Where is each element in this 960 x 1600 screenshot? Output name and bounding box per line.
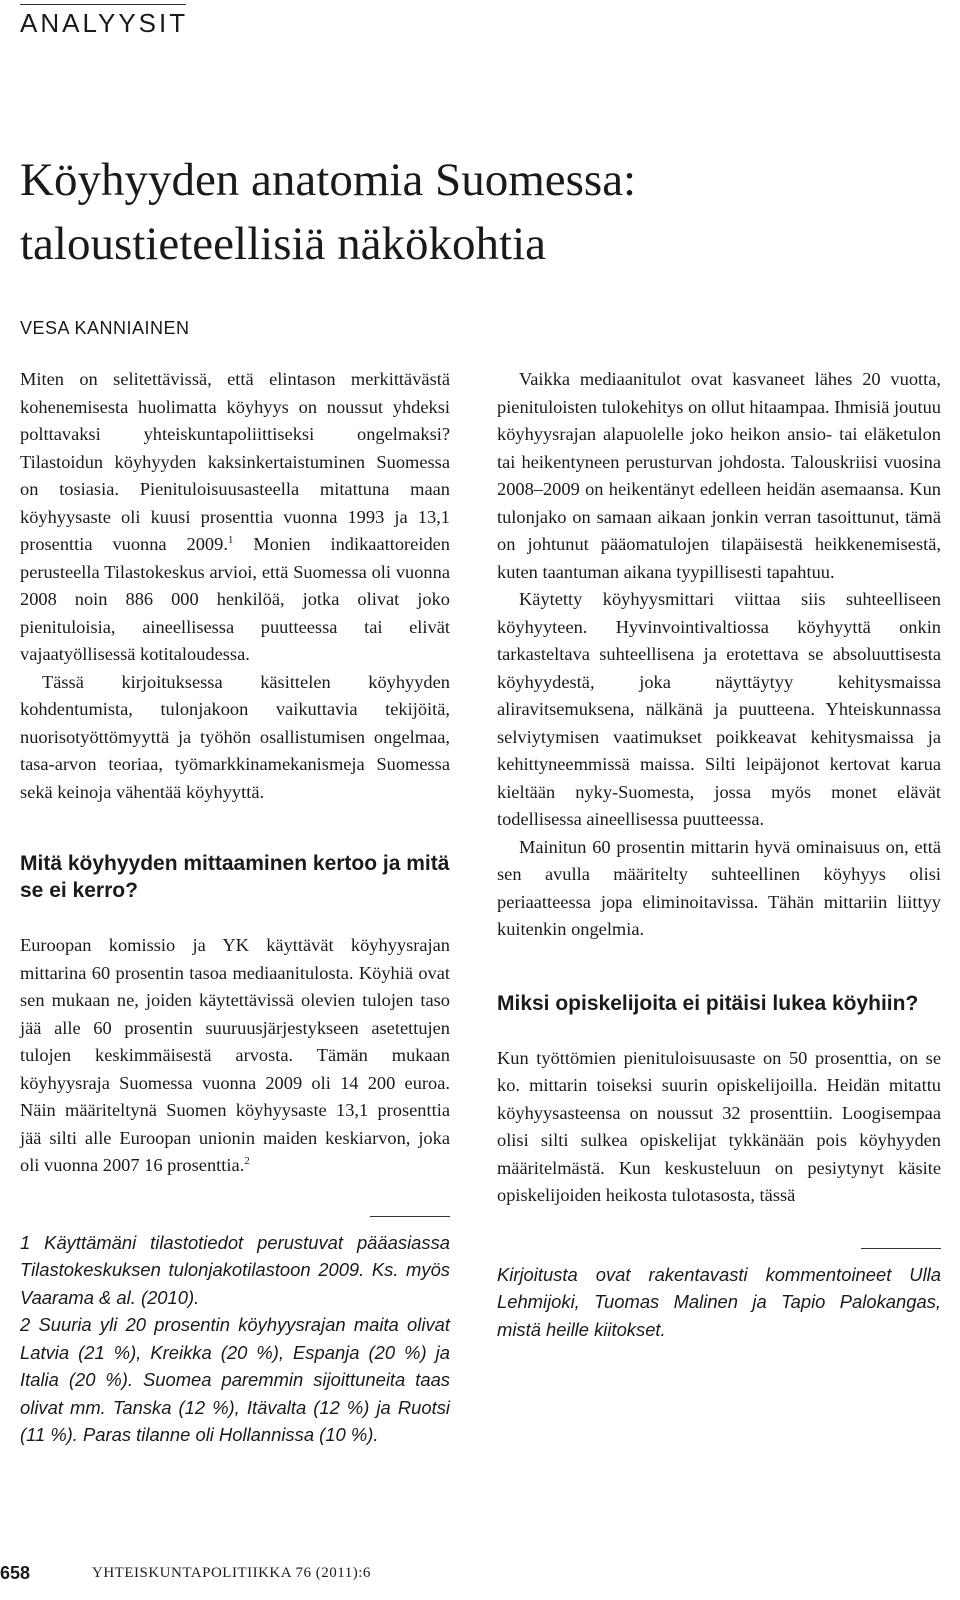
acknowledgement-note: Kirjoitusta ovat rakentavasti kommentoineet Ulla Lehmijoki, Tuomas Malinen ja Tapio Palokangas, mistä heille kiitokset. [497, 1263, 941, 1340]
income-paragraph: Vaikka mediaanitulot ovat kasvaneet lähes 20 vuotta, pienituloisten tulokehitys on ollut hitaampaa. Ihmisiä joutuu köyhyysrajan alapuolelle joko heikon ansio- tai eläketulon tai heikentyneen perusturvan johdosta. Talouskriisi vuosina 2008–2009 on heikentänyt edelleen heidän asemaansa. Kun tulonjako on samaan aikaan jonkin verran tasoittunut, tämä on johtunut pääomatulojen tilapäisestä heikkenemisestä, kuten taantuman aikana tyypillisesti tapahtuu. [497, 369, 941, 582]
footnote-rule [370, 1216, 450, 1217]
footnotes [20, 1216, 450, 1449]
relative-poverty-paragraph: Käytetty köyhyysmittari viittaa siis suhteelliseen köyhyyteen. Hyvinvointivaltiossa köyhyyttä onkin tarkasteltava suhteellisena ja erotettava se absoluuttisesta köyhyydestä, joka näyttäytyy kehitysmaissa aliravitsemuksena, nälkänä ja puutteena. Yhteiskunnassa selviytymisen vaatimukset poikkeavat kehitysmaissa ja kehittyneemmissä maissa. Silti leipäjonot kertovat karua kieltään nyky-Suomesta, jossa myös monet elävät todellisessa aineellisessa puutteessa. [497, 589, 941, 829]
acknowledgement-block [497, 1248, 941, 1344]
measurement-paragraph [20, 932, 450, 1180]
intro-paragraph [20, 366, 450, 669]
acknowledgement-rule [861, 1248, 941, 1249]
footnote-2: 2 Suuria yli 20 prosentin köyhyysrajan maita olivat Latvia (21 %), Kreikka (20 %), Espanja (20 %) ja Italia (20 %). Suomea paremmin sijoittuneita taas olivat mm. Tanska (12 %), Itävalta (12 %) ja Ruotsi (11 %). Paras tilanne oli Hollannissa (10 %). [20, 1314, 450, 1445]
metric-paragraph: Mainitun 60 prosentin mittarin hyvä ominaisuus on, että sen avulla määritelty suhteellinen köyhyys olisi periaatteessa jopa eliminoitavissa. Tähän mittariin liittyy kuitenkin ongelmia. [497, 836, 941, 939]
section-heading-students: Miksi opiskelijoita ei pitäisi lukea köyhiin? [497, 991, 919, 1015]
footnote-ref-1: 1 [227, 533, 234, 546]
left-column [20, 366, 450, 1449]
page-number: 658 [0, 1563, 31, 1583]
intro-text-b: Monien indikaattoreiden perusteella Tilastokeskus arvioi, että Suomessa oli vuonna 2008 noin 886 000 henkilöä, jotka olivat joko pienituloisia, aineellisessa puutteessa tai elivät vajaatyöllisessä kotitaloudessa. [20, 534, 451, 664]
title-line-1: Köyhyyden anatomia Suomessa: [20, 154, 637, 206]
footnote-ref-2: 2 [244, 1154, 250, 1167]
scope-paragraph: Tässä kirjoituksessa käsittelen köyhyyden kohdentumista, tulonjakoon vaikuttavia tekijöitä, nuorisotyöttömyyttä ja työhön osallistumisen ongelmaa, tasa-arvon teoriaa, työmarkkinamekanismeja Suomessa sekä keinoja vähentää köyhyyttä. [20, 671, 450, 802]
intro-text-a: Miten on selitettävissä, että elintason merkittävästä kohenemisesta huolimatta köyhyys on noussut yhdeksi polttavaksi yhteiskuntapoliittiseksi ongelmaksi? Tilastoidun köyhyyden kaksinkertaistuminen Suomessa on tosiasia. Pienituloisuusasteella mitattuna maan köyhyysaste oli kuusi prosenttia vuonna 1993 ja 13,1 prosenttia vuonna 2009. [20, 369, 450, 554]
title-line-2: taloustieteellisiä näkökohtia [20, 218, 546, 270]
measurement-text: Euroopan komissio ja YK käyttävät köyhyysrajan mittarina 60 prosentin tasoa mediaanitulosta. Köyhiä ovat sen mukaan ne, joiden käytettävissä olevien tulojen taso jää alle 60 prosentin suuruusjärjestykseen asetettujen tulojen keskimmäisestä arvosta. Tämän mukaan köyhyysraja Suomessa vuonna 2009 oli 14 200 euroa. Näin määriteltynä Suomen köyhyysaste 13,1 prosenttia jää silti alle Euroopan unionin maiden keskiarvon, joka oli vuonna 2007 16 prosenttia. [20, 935, 450, 1175]
footnote-1: 1 Käyttämäni tilastotiedot perustuvat pääasiassa Tilastokeskuksen tulonjakotilastoon 2009. Ks. myös Vaarama & al. (2010). [20, 1231, 450, 1308]
page-footer [0, 1563, 600, 1593]
right-column [497, 366, 941, 1343]
author-name: VESA KANNIAINEN [20, 318, 190, 338]
section-heading-measurement: Mitä köyhyyden mittaaminen kertoo ja mitä se ei kerro? [20, 852, 450, 902]
article-title [20, 148, 940, 276]
journal-reference: YHTEISKUNTAPOLITIIKKA 76 (2011):6 [92, 1565, 371, 1581]
students-paragraph: Kun työttömien pienituloisuusaste on 50 prosenttia, on se ko. mittarin toiseksi suurin opiskelijoilla. Heidän mitattu köyhyysasteensa on noussut 32 prosenttiin. Loogisempaa olisi silti sulkea opiskelijat tykkänään pois köyhyyden määritelmästä. Kun keskusteluun on pesiytynyt käsite opiskelijoiden heikosta tulotasosta, tässä [497, 1047, 941, 1205]
section-rule [20, 4, 186, 5]
section-label: ANALYYSIT [20, 8, 189, 38]
